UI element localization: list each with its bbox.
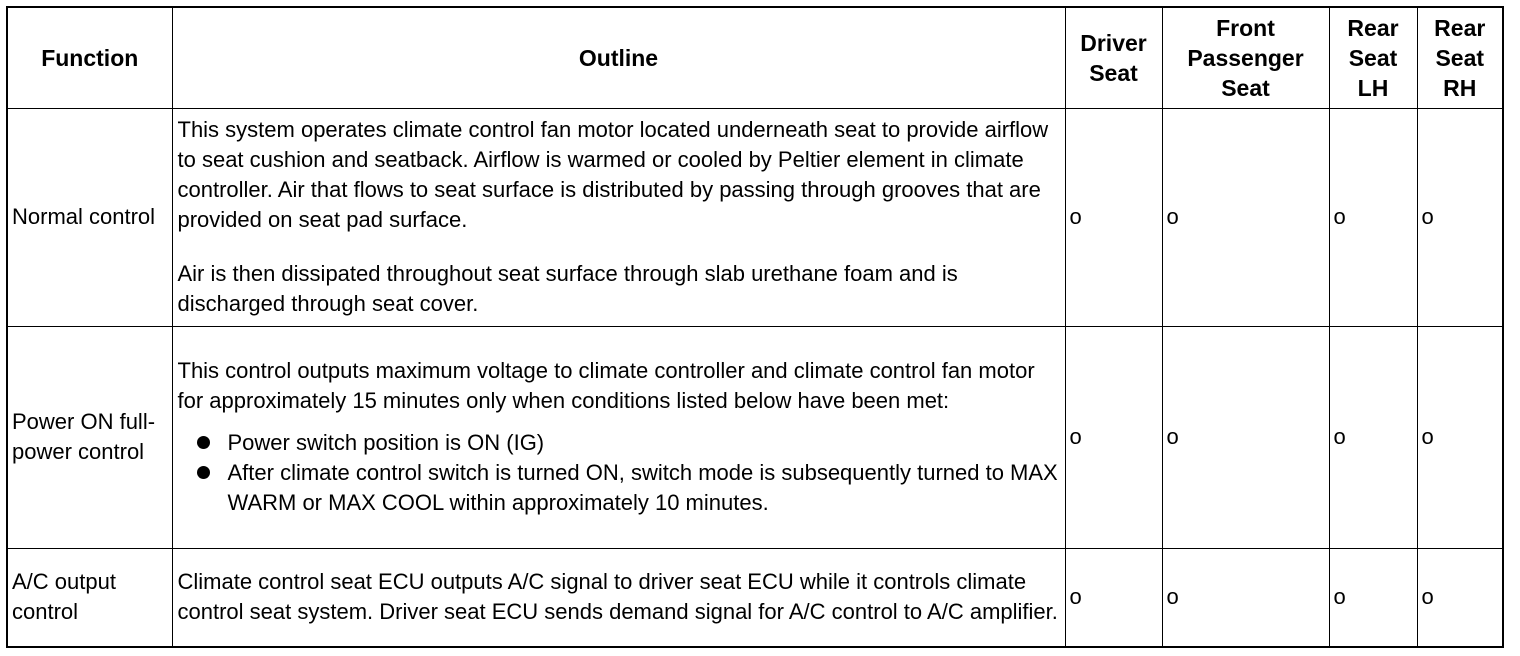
outline-cell (172, 548, 1065, 646)
driver-seat-mark: o (1065, 326, 1162, 548)
header-row (8, 8, 1502, 108)
front-passenger-seat-mark: o (1162, 548, 1329, 646)
front-passenger-seat-mark: o (1162, 326, 1329, 548)
bullet-icon (197, 436, 210, 449)
conditions-list (178, 428, 1059, 518)
list-item (178, 428, 1059, 458)
header-rear-seat-lh: Rear Seat LH (1329, 8, 1417, 108)
function-cell: Power ON full-power control (8, 326, 172, 548)
function-table-frame (6, 6, 1504, 648)
table-row (8, 548, 1502, 646)
outline-paragraph: Climate control seat ECU outputs A/C signal to driver seat ECU while it controls climate control seat system. Driver seat ECU sends demand signal for A/C control to A/C amplifier. (177, 569, 1058, 625)
outline-paragraph: This system operates climate control fan motor located underneath seat to provide airflow to seat cushion and seatback. Airflow is warmed or cooled by Peltier element in climate controller. Air that flows to seat surface is distributed by passing through grooves that are provided on seat pad surface. (177, 117, 1049, 232)
rear-seat-rh-mark: o (1417, 108, 1502, 326)
condition-text: After climate control switch is turned ON, switch mode is subsequently turned to MAX WARM or MAX COOL within approximately 10 minutes. (227, 460, 1058, 515)
rear-seat-rh-mark: o (1417, 548, 1502, 646)
header-function: Function (8, 8, 172, 108)
header-outline: Outline (172, 8, 1065, 108)
function-table (8, 8, 1502, 646)
rear-seat-lh-mark: o (1329, 326, 1417, 548)
list-item (178, 458, 1059, 518)
rear-seat-lh-mark: o (1329, 548, 1417, 646)
bullet-icon (197, 466, 210, 479)
function-cell: Normal control (8, 108, 172, 326)
front-passenger-seat-mark: o (1162, 108, 1329, 326)
header-driver-seat: Driver Seat (1065, 8, 1162, 108)
outline-paragraph: This control outputs maximum voltage to climate controller and climate control fan motor for approximately 15 minutes only when conditions listed below have been met: (177, 358, 1035, 413)
condition-text: Power switch position is ON (IG) (227, 430, 545, 455)
outline-cell (172, 108, 1065, 326)
function-cell: A/C output control (8, 548, 172, 646)
rear-seat-rh-mark: o (1417, 326, 1502, 548)
outline-paragraph: Air is then dissipated throughout seat surface through slab urethane foam and is discharged through seat cover. (177, 261, 958, 316)
table-row (8, 108, 1502, 326)
driver-seat-mark: o (1065, 108, 1162, 326)
table-row (8, 326, 1502, 548)
outline-cell (172, 326, 1065, 548)
header-rear-seat-rh: Rear Seat RH (1417, 8, 1502, 108)
driver-seat-mark: o (1065, 548, 1162, 646)
header-front-passenger-seat: Front Passenger Seat (1162, 8, 1329, 108)
rear-seat-lh-mark: o (1329, 108, 1417, 326)
